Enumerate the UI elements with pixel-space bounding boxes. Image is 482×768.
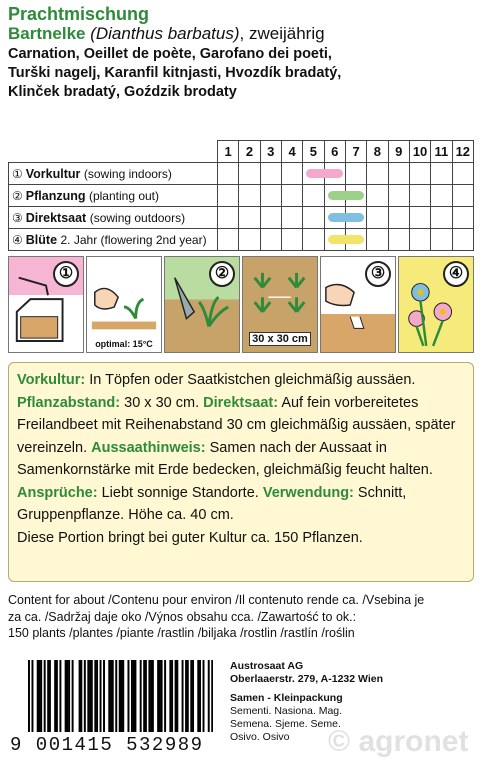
step-label: Vorkultur [25, 166, 81, 181]
product-translation: Sementi. Nasiona. Mag. [230, 705, 343, 717]
text-vorkultur: In Töpfen oder Saatkistchen gleichmäßig aussäen. [85, 372, 416, 388]
company-name: Austrosaat AG [230, 660, 304, 672]
label-verwendung: Verwendung: [262, 484, 354, 501]
barcode-bar [103, 660, 105, 732]
calendar-row-label [9, 229, 218, 251]
step-4-badge: ④ [443, 261, 469, 287]
month-cell [239, 185, 260, 207]
month-cell [303, 207, 324, 229]
month-cell [281, 229, 302, 251]
month-cell [281, 163, 302, 185]
month-cell [367, 207, 388, 229]
barcode-bar [108, 660, 110, 732]
month-cell [260, 229, 281, 251]
month-header: 12 [452, 141, 473, 163]
barcode-icon [28, 660, 213, 732]
header [8, 4, 476, 102]
step-label: Blüte [25, 232, 58, 247]
step-label: Direktsaat [25, 210, 87, 225]
barcode-bar [38, 660, 40, 732]
text-verwendung: Schnitt, Gruppenpflanze. Höhe ca. 40 cm. [17, 484, 407, 523]
barcode-bar [89, 660, 91, 732]
barcode-bar [31, 660, 33, 732]
month-header: 1 [217, 141, 238, 163]
barcode-bar [44, 660, 46, 732]
text-direktsaat: Auf fein vorbereitetes Freilandbeet mit Reihenabstand 30 cm gleichmäßig aussäen, später vereinzeln. [17, 394, 456, 456]
barcode-bar [28, 660, 30, 732]
calendar-table [8, 140, 474, 251]
month-cell [303, 185, 324, 207]
barcode-bar [87, 660, 89, 732]
calendar-row [9, 229, 474, 251]
barcode-bar [121, 660, 123, 732]
month-cell [452, 163, 473, 185]
month-header: 5 [303, 141, 324, 163]
month-header: 6 [324, 141, 345, 163]
month-cell [388, 207, 409, 229]
product-name [8, 24, 476, 44]
hand-seed-icon [87, 257, 161, 352]
month-cell [452, 229, 473, 251]
month-cell [345, 229, 366, 251]
month-header: 7 [345, 141, 366, 163]
barcode-bar [100, 660, 102, 732]
text-portion: Diese Portion bringt bei guter Kultur ca. 150 Pflanzen. [17, 529, 363, 546]
month-cell [388, 185, 409, 207]
calendar-row-label [9, 163, 218, 185]
month-cell [324, 185, 345, 207]
common-name: Bartnelke [8, 24, 86, 43]
barcode-bar [84, 660, 86, 732]
barcode-bar [96, 660, 98, 732]
footer [8, 660, 476, 760]
calendar-row-label [9, 185, 218, 207]
month-header: 4 [281, 141, 302, 163]
month-cell [260, 163, 281, 185]
barcode-bar [56, 660, 58, 732]
month-cell [409, 185, 430, 207]
translations [8, 45, 476, 102]
month-header: 9 [388, 141, 409, 163]
month-header: 8 [367, 141, 388, 163]
barcode-bar [133, 660, 135, 732]
optimal-temp-label: optimal: 15°C [95, 339, 153, 349]
label-ansprueche: Ansprüche: [17, 484, 98, 501]
month-cell [324, 163, 345, 185]
instructions-box [8, 362, 474, 582]
barcode-bar [190, 660, 192, 732]
barcode-bar [197, 660, 199, 732]
month-cell [367, 229, 388, 251]
month-cell [388, 229, 409, 251]
calendar-row [9, 185, 474, 207]
step-number: ① [12, 166, 23, 181]
company-address: Oberlaaerstr. 279, A-1232 Wien [230, 673, 384, 685]
step-number: ④ [12, 232, 23, 247]
barcode-bar [143, 660, 145, 732]
text-ansprueche: Liebt sonnige Standorte. [97, 484, 263, 501]
barcode-bar [148, 660, 150, 732]
barcode-bar [176, 660, 178, 732]
barcode-bar [192, 660, 194, 732]
barcode-bar [79, 660, 81, 732]
barcode-bar [164, 660, 166, 732]
watermark: © agronet [328, 725, 469, 758]
content-line: Content for about /Contenu pour environ /Il contenuto rende ca. /Vsebina je [8, 593, 425, 607]
barcode-bar [91, 660, 93, 732]
barcode-bar [66, 660, 68, 732]
pictogram-sowing-pot [8, 256, 84, 353]
barcode-bar [150, 660, 152, 732]
barcode-bar [40, 660, 42, 732]
barcode-bar [171, 660, 173, 732]
step-2-badge: ② [209, 261, 235, 287]
barcode-bar [37, 660, 39, 732]
barcode-bar [131, 660, 133, 732]
calendar-row [9, 163, 474, 185]
label-vorkultur: Vorkultur: [17, 372, 86, 388]
translation-line: Klinček bradatý, Goździk brodaty [8, 84, 237, 100]
barcode-bar [159, 660, 161, 732]
name-suffix: , zweijährig [239, 24, 325, 43]
latin-name: (Dianthus barbatus) [90, 24, 240, 43]
sowing-calendar [8, 140, 474, 251]
calendar-corner [9, 141, 218, 163]
barcode-bar [175, 660, 177, 732]
barcode-number: 9 001415 532989 [10, 734, 204, 756]
barcode-bar [115, 660, 117, 732]
month-cell [367, 163, 388, 185]
barcode-bar [110, 660, 112, 732]
month-cell [431, 163, 452, 185]
barcode-bar [80, 660, 82, 732]
month-cell [217, 185, 238, 207]
translation-line: Turški nagelj, Karanfil kitnjasti, Hvozdík bradatý, [8, 65, 342, 81]
calendar-row [9, 207, 474, 229]
barcode-bar [208, 660, 210, 732]
barcode-bar [199, 660, 201, 732]
barcode-bar [72, 660, 74, 732]
label-direktsaat: Direktsaat: [203, 394, 279, 411]
month-cell [409, 207, 430, 229]
month-cell [239, 163, 260, 185]
step-number: ③ [12, 210, 23, 225]
month-header: 3 [260, 141, 281, 163]
label-aussaathinweis: Aussaathinweis: [91, 439, 206, 456]
pictogram-direct-sowing [320, 256, 396, 353]
step-label: Pflanzung [25, 188, 86, 203]
month-cell [367, 185, 388, 207]
text-pflanzabstand: 30 x 30 cm. [120, 394, 204, 411]
barcode-bar [59, 660, 61, 732]
barcode-bar [203, 660, 205, 732]
month-cell [281, 185, 302, 207]
month-cell [260, 207, 281, 229]
barcode-bar [169, 660, 171, 732]
step-sublabel: (sowing indoors) [83, 166, 172, 181]
month-cell [239, 229, 260, 251]
month-cell [303, 163, 324, 185]
month-header: 2 [239, 141, 260, 163]
month-cell [345, 207, 366, 229]
barcode-bar [152, 660, 154, 732]
month-header: 10 [409, 141, 430, 163]
month-cell [345, 163, 366, 185]
month-cell [409, 163, 430, 185]
barcode-bar [157, 660, 159, 732]
barcode-bar [145, 660, 147, 732]
pictogram-flowering [398, 256, 474, 353]
product-title: Prachtmischung [8, 4, 150, 24]
barcode-bar [47, 660, 49, 732]
barcode-bar [140, 660, 142, 732]
barcode-bar [161, 660, 163, 732]
month-cell [239, 207, 260, 229]
month-cell [281, 207, 302, 229]
month-cell [431, 185, 452, 207]
content-line: za ca. /Sadržaj daje oko /Výnos obsahu cca. /Zawartość to ok.: [8, 609, 357, 624]
barcode-bar [187, 660, 189, 732]
pictogram-seedling [86, 256, 162, 353]
month-cell [431, 207, 452, 229]
barcode-bar [134, 660, 136, 732]
barcode-bar [211, 660, 213, 732]
barcode-bar [94, 660, 96, 732]
barcode-bar [54, 660, 56, 732]
label-pflanzabstand: Pflanzabstand: [17, 394, 121, 411]
barcode-bar [185, 660, 187, 732]
step-1-badge: ① [53, 261, 79, 287]
content-note [8, 592, 476, 642]
product-translation: Osivo. Osivo [230, 731, 290, 743]
calendar-row-label [9, 207, 218, 229]
pictogram-row [8, 256, 474, 353]
barcode-bar [127, 660, 129, 732]
pictogram-planting [164, 256, 240, 353]
barcode-bar [122, 660, 124, 732]
month-cell [409, 229, 430, 251]
step-number: ② [12, 188, 23, 203]
barcode-bar [49, 660, 51, 732]
content-line: 150 plants /plantes /piante /rastlin /biljaka /rostlin /rastlín /roślin [8, 626, 355, 640]
month-cell [217, 207, 238, 229]
barcode-bar [65, 660, 67, 732]
step-sublabel: (sowing outdoors) [89, 210, 186, 225]
month-cell [452, 207, 473, 229]
step-3-badge: ③ [365, 261, 391, 287]
barcode-bar [119, 660, 121, 732]
month-cell [217, 163, 238, 185]
text-aussaathinweis: Samen nach der Aussaat in Samenkornstärke mit Erde bedecken, gleichmäßig feucht halten. [17, 439, 433, 478]
step-sublabel: 2. Jahr (flowering 2nd year) [60, 232, 207, 247]
translation-line: Carnation, Oeillet de poète, Garofano dei poeti, [8, 46, 332, 62]
step-sublabel: (planting out) [88, 188, 160, 203]
barcode-bar [182, 660, 184, 732]
month-cell [303, 229, 324, 251]
month-cell [324, 229, 345, 251]
month-cell [431, 229, 452, 251]
month-cell [217, 229, 238, 251]
month-cell [345, 185, 366, 207]
product-translation: Semena. Sjeme. Seme. [230, 718, 341, 730]
month-cell [388, 163, 409, 185]
product-type: Samen - Kleinpackung [230, 692, 343, 704]
spacing-label: 30 x 30 cm [249, 332, 311, 346]
pictogram-spacing [242, 256, 318, 353]
month-header: 11 [431, 141, 452, 163]
month-cell [260, 185, 281, 207]
month-cell [452, 185, 473, 207]
month-cell [324, 207, 345, 229]
barcode-bar [68, 660, 70, 732]
barcode-bar [112, 660, 114, 732]
